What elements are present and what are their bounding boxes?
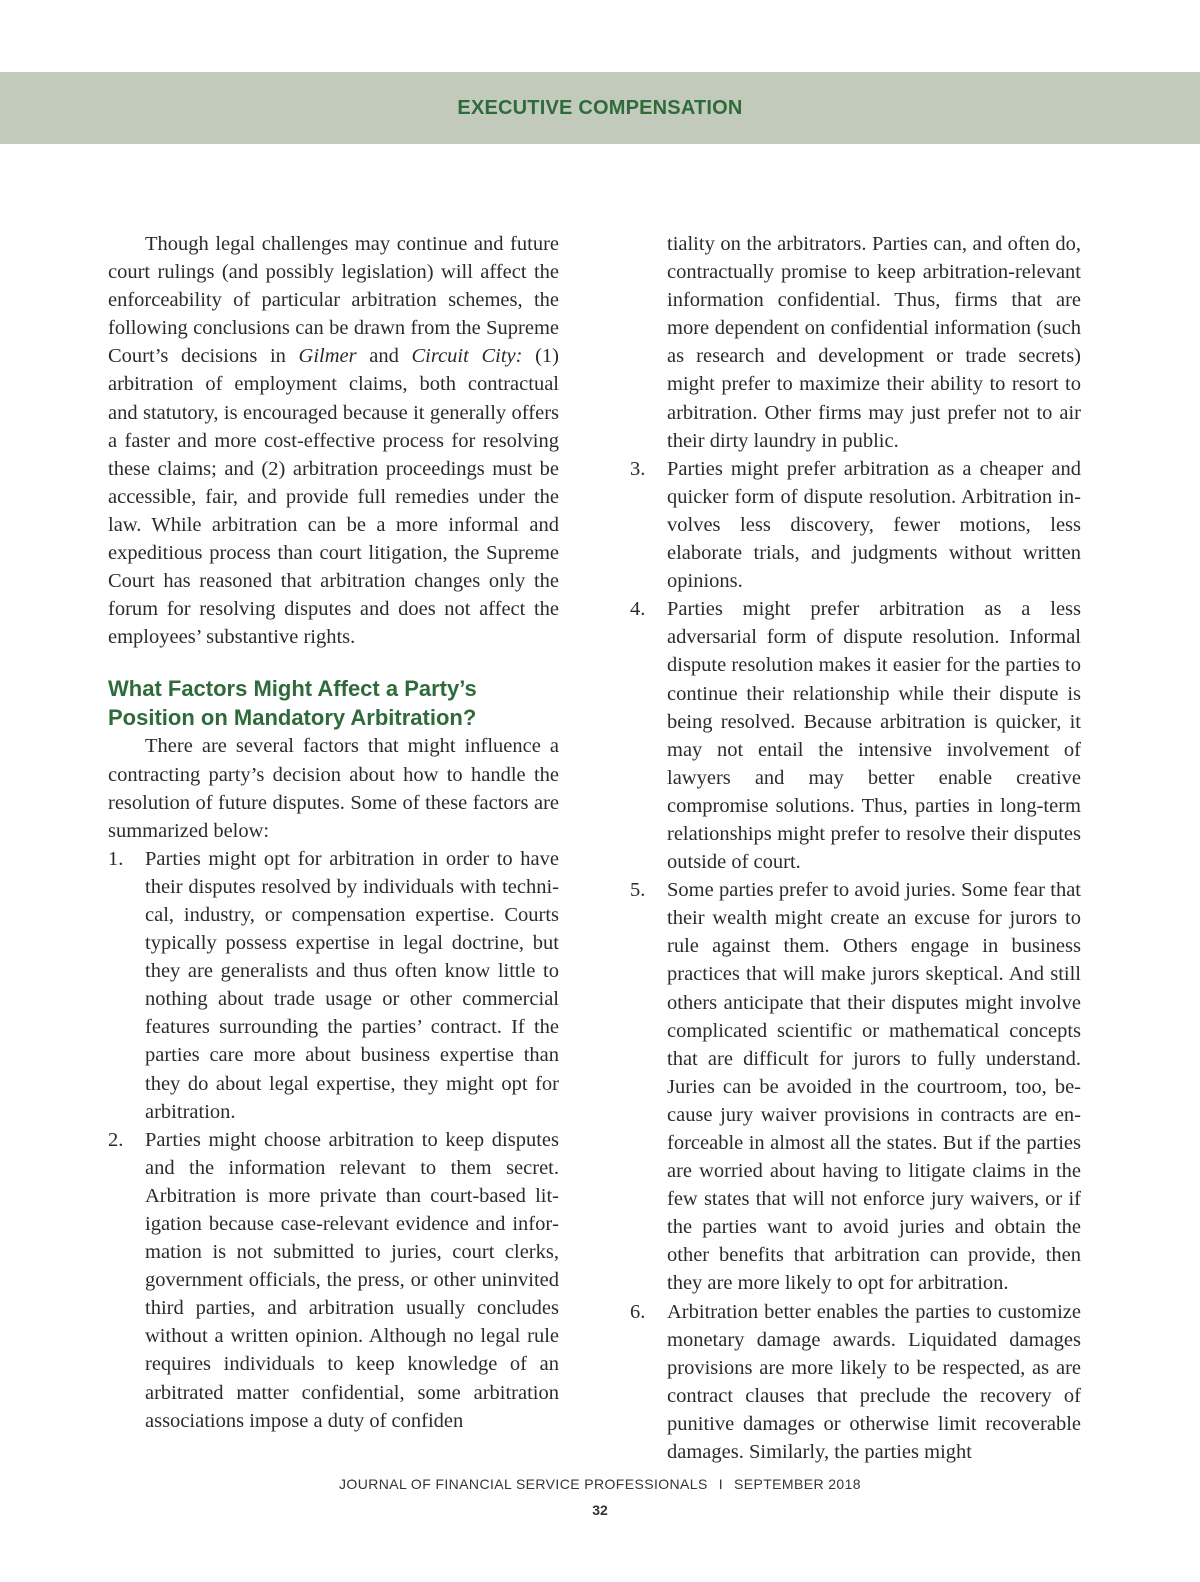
list-item-6 bbox=[630, 1298, 1081, 1467]
list-item-text: Parties might opt for arbitration in order to have their disputes resolved by individuals with technical, industry, or compensation expertise. Courts typically possess expertise in legal doctrine, but they are generalists and thus often know little to nothing about trade usage or other commercial features surrounding the parties’ contract. If the parties care more about business expertise than they do about legal expertise, they might opt for arbitration. bbox=[145, 847, 559, 1123]
list-number: 6. bbox=[630, 1300, 646, 1323]
case-name-gilmer: Gilmer bbox=[298, 345, 357, 368]
case-name-circuit-city: Circuit City: bbox=[411, 345, 523, 368]
footer-separator: I bbox=[718, 1476, 723, 1492]
intro-text: (1) arbitration of employment claims, both contractual and statutory, is encouraged because it generally offers a faster and more cost-effective process for resolving these claims; and (2) arbitration proceedings must be accessible, fair, and provide full remedies under the law. While arbitration can be a more informal and expeditious process than court litigation, the Supreme Court has reasoned that arbitration changes only the forum for resolving disputes and does not affect the employees’ substantive rights. bbox=[108, 345, 560, 649]
list-item-text: Parties might choose arbitration to keep disputes and the information relevant to them secret. Arbitration is more private than court-based litigation because case-relevant evidence and information is not submitted to juries, court clerks, government officials, the press, or other uninvited third parties, and arbitration usually concludes without a written opinion. Although no legal rule requires individuals to keep knowledge of an arbitrated matter confidential, some arbitration associations impose a duty of confiden bbox=[145, 1128, 559, 1432]
list-number: 5. bbox=[630, 879, 646, 902]
list-number: 2. bbox=[108, 1128, 124, 1151]
list-item-text: Parties might prefer arbitration as a less adversarial form of dispute resolution. Informal dispute resolution makes it easier for the parties to continue their relationship while their dispute is being resolved. Because arbitration is quicker, it may not entail the intensive involvement of lawyers and may better enable creative compromise solutions. Thus, parties in long-term relationships might prefer to resolve their disputes outside of court. bbox=[667, 598, 1081, 874]
list-item-2 bbox=[108, 1126, 559, 1435]
section-title: EXECUTIVE COMPENSATION bbox=[457, 97, 743, 119]
page-number: 32 bbox=[592, 1502, 608, 1518]
intro-paragraph bbox=[108, 230, 559, 651]
section-heading: What Factors Might Affect a Party’s Position on Mandatory Arbitration? bbox=[108, 676, 477, 730]
lead-paragraph: There are several factors that might influence a contracting party’s decision about how to handle the resolution of future disputes. Some of these factors are summarized below: bbox=[108, 735, 559, 842]
list-number: 4. bbox=[630, 598, 646, 621]
issue-date: SEPTEMBER 2018 bbox=[734, 1476, 861, 1492]
intro-text: and bbox=[356, 345, 412, 368]
list-item-text: Some parties prefer to avoid juries. Some fear that their wealth might create an excuse for jurors to rule against them. Others engage in business practices that will make jurors skeptical. And still others anticipate that their disputes might involve complicated scientific or mathematical concepts that are difficult for jurors to fully understand. Juries can be avoided in the courtroom, too, because jury waiver provisions in contracts are enforceable in almost all the states. But if the parties are worried about having to litigate claims in the few states that will not enforce jury waivers, or if the parties want to avoid juries and obtain the other benefits that arbitration can provide, then they are more likely to opt for arbitration. bbox=[667, 879, 1081, 1295]
list-number: 1. bbox=[108, 847, 124, 870]
right-column bbox=[630, 230, 1081, 1466]
list-item-1 bbox=[108, 845, 559, 1126]
list-item-5 bbox=[630, 876, 1081, 1297]
list-item-2-continued bbox=[630, 230, 1081, 455]
list-item-text: Arbitration better enables the parties to customize monetary damage awards. Liquidated damages provisions are more likely to be respected, as are contract clauses that preclude the recovery of punitive damages or otherwise limit recoverable damages. Similarly, the parties might bbox=[667, 1300, 1081, 1464]
list-number: 3. bbox=[630, 457, 646, 480]
list-item-text: tiality on the arbitrators. Parties can, and often do, contractually promise to keep arbitration-relevant information confidential. Thus, firms that are more dependent on confidential information (such as research and development or trade secrets) might prefer to maximize their ability to resort to arbitration. Other firms may just prefer not to air their dirty laundry in public. bbox=[667, 233, 1081, 452]
list-item-4 bbox=[630, 595, 1081, 876]
list-item-text: Parties might prefer arbitration as a cheaper and quicker form of dispute resolution. Arbitration involves less discovery, fewer motions, less elaborate trials, and judgments without written opinions. bbox=[667, 457, 1081, 593]
list-item-3 bbox=[630, 455, 1081, 595]
footer bbox=[0, 1476, 1200, 1492]
journal-name: JOURNAL OF FINANCIAL SERVICE PROFESSIONALS bbox=[339, 1476, 708, 1492]
section-header-band bbox=[0, 72, 1200, 144]
left-column bbox=[108, 230, 559, 1435]
intro-text: Though legal challenges may continue and future court rulings (and possibly legislation) will affect the enforceability of particular arbitration schemes, the following conclusions can be drawn from the Supreme Court’s decisions in bbox=[108, 233, 559, 368]
